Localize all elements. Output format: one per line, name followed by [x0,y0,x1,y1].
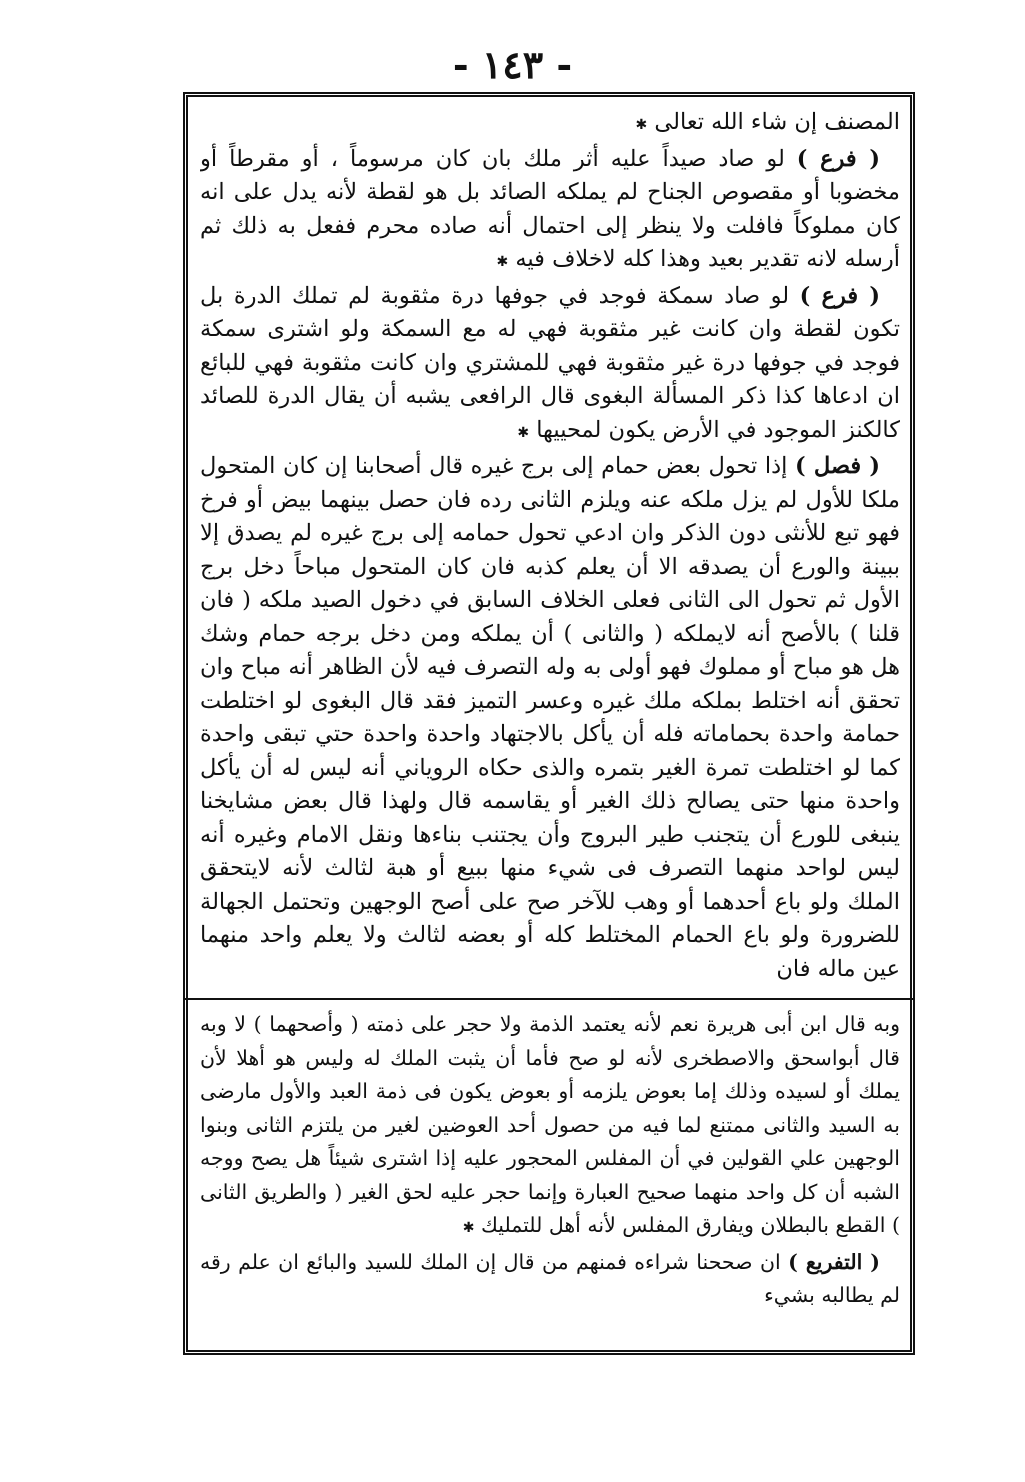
end-mark: ✱ [635,117,648,133]
end-mark: ✱ [496,254,509,270]
end-mark: ✱ [462,1220,475,1236]
paragraph-2 [200,280,900,451]
paragraph-1-heading: ( فرع ) [796,145,880,172]
opening-line [200,106,900,143]
paragraph-1-text: لو صاد صيداً عليه أثر ملك بان كان مرسوماً ، أو مقرطاً أو مخضوبا أو مقصوص الجناح لم يملكه الصائد بل هو لقطة لأنه يدل على انه كان مملوكاً فافلت ولا ينظر إلى احتمال أنه صاده محرم ففعل به ذلك ثم أرسله لانه تقدير بعيد وهذا كله لاخلاف فيه [200,145,900,272]
paragraph-2-text: لو صاد سمكة فوجد في جوفها درة مثقوبة لم تملك الدرة بل تكون لقطة وان كانت غير مثقوبة فهي له مع السمكة ولو اشترى سمكة فوجد في جوفها درة غير مثقوبة فهي للمشتري وان كانت مثقوبة فهي للبائع ان ادعاها كذا ذكر المسألة البغوى قال الرافعى يشبه أن يقال الدرة للصائد كالكنز الموجود في الأرض يكون لمحييها [200,282,900,443]
footnote-paragraph-1-text: وبه قال ابن أبى هريرة نعم لأنه يعتمد الذمة ولا حجر على ذمته ( وأصحهما ) لا وبه قال أبواسحق والاصطخرى لأنه لو صح فأما أن يثبت الملك له وليس هو أهلا لأن يملك أو لسيده وذلك إما بعوض يلزمه أو بعوض يكون فى ذمة العبد والأول مارضى به السيد والثانى ممتنع لما فيه من حصول أحد العوضين لغير من يلتزم الثانى وبنوا الوجهين علي القولين في أن المفلس المحجور عليه إذا اشترى شيئاً هل يصح ووجه الشبه أن كل واحد منهما صحيح العبارة وإنما حجر عليه لحق الغير ( والطريق الثانى ) القطع بالبطلان ويفارق المفلس لأنه أهل للتمليك [200,1012,900,1237]
paragraph-2-heading: ( فرع ) [799,282,880,309]
footnote-paragraph-2-heading: ( التفريع ) [788,1249,880,1274]
footnote-paragraph-2 [200,1246,900,1313]
end-mark: ✱ [517,424,530,441]
footnote-paragraph-1 [200,1008,900,1246]
footnote-paragraph-2-text: ان صححنا شراءه فمنهم من قال إن الملك للسيد والبائع ان علم رقه لم يطالبه بشيء [200,1249,900,1307]
paragraph-3-text: إذا تحول بعض حمام إلى برج غيره قال أصحابنا إن كان المتحول ملكا للأول لم يزل ملكه عنه ويلزم الثانى رده فان حصل بينهما بيض أو فرخ فهو تبع للأنثى دون الذكر وان ادعي تحول حمامه إلى برج غيره لم يصدق إلا ببينة والورع أن يصدقه الا أن يعلم كذبه فان كان المتحول مباحاً دخل برج الأول ثم تحول الى الثانى فعلى الخلاف السابق في دخول الصيد ملكه ( فان قلنا ) بالأصح أنه لايملكه ( والثانى ) أن يملكه ومن دخل برجه حمام وشك هل هو مباح أو مملوك فهو أولى به وله التصرف فيه لأن الظاهر أنه مباح وان تحقق أنه اختلط بملكه ملك غيره وعسر التميز فقد قال البغوى لو اختلطت حمامة واحدة بحماماته فله أن يأكل بالاجتهاد واحدة واحدة حتي تبقى واحدة كما لو اختلطت تمرة الغير بتمره والذى حكاه الروياني أنه ليس له أن يأكل واحدة منها حتى يصالح ذلك الغير أو يقاسمه قال ولهذا قال بعض مشايخنا ينبغى للورع أن يتجنب طير البروج وأن يجتنب بناءها ونقل الامام وغيره أنه ليس لواحد منهما التصرف فى شيء منها ببيع أو هبة لثالث لأنه لايتحقق الملك ولو باع أحدهما أو وهب للآخر صح على أصح الوجهين وتحتمل الجهالة للضرورة ولو باع الحمام المختلط كله أو بعضه لثالث ولا يعلم واحد منهما عين ماله فان [200,453,900,982]
opening-line-text: المصنف إن شاء الله تعالى [654,109,900,135]
main-text-block [200,106,900,986]
footnote-block [200,1008,900,1348]
paragraph-3-heading: ( فصل ) [794,453,881,479]
paragraph-3 [200,450,900,986]
page-number: - ١٤٣ - [452,42,573,87]
footnote-divider [185,998,913,1000]
paragraph-1 [200,143,900,280]
